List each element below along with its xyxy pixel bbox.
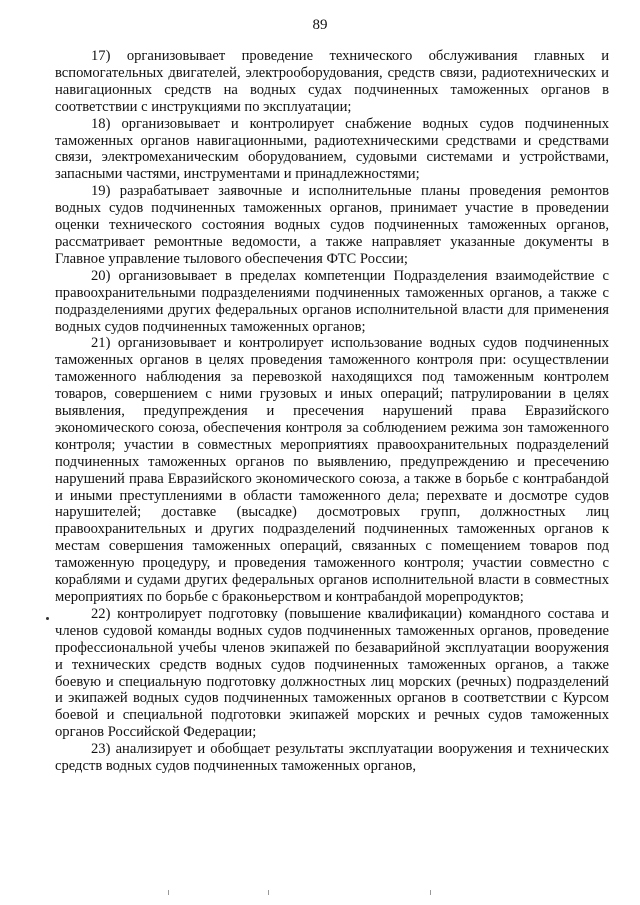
paragraph-23: 23) анализирует и обобщает результаты эксплуатации вооружения и технических средств водных судов подчиненных таможенных органов, [55, 741, 609, 775]
document-body [55, 48, 609, 775]
scan-tick-mark [430, 890, 431, 895]
page-number: 89 [312, 17, 328, 33]
paragraph-21: 21) организовывает и контролирует использование водных судов подчиненных таможенных органов в целях проведения таможенного контроля при: осуществлении таможенного наблюдения за перевозкой находящихся под таможенным контролем товаров, совершением с ними грузовых и иных операций; патрулировании в целях выявления, предупреждения и пресечения нарушений права Евразийского экономического союза, обеспечения контроля за соблюдением режима зон таможенного контроля; участии в совместных мероприятиях правоохранительных подразделений подчиненных таможенных органов по выявлению, предупреждению и пресечению нарушений права Евразийского экономического союза, а также в борьбе с контрабандой и иными преступлениями в области таможенного дела; перехвате и досмотре судов нарушителей; доставке (высадке) досмотровых групп, должностных лиц правоохранительных и других подразделений подчиненных таможенных органов к местам совершения таможенных операций, связанных с помещением товаров под таможенную процедуру, и проведения таможенного контроля; участии совместно с кораблями и судами других федеральных органов исполнительной власти в совместных мероприятиях по борьбе с браконьерством и контрабандой морепродуктов; [55, 335, 609, 605]
paragraph-19: 19) разрабатывает заявочные и исполнительные планы проведения ремонтов водных судов подчиненных таможенных органов, принимает участие в проведении оценки технического состояния водных судов подчиненных таможенных органов, рассматривает ремонтные ведомости, а также направляет указанные документы в Главное управление тылового обеспечения ФТС России; [55, 183, 609, 267]
paragraph-20: 20) организовывает в пределах компетенции Подразделения взаимодействие с правоохранительными подразделениями подчиненных таможенных органов, а также с подразделениями других федеральных органов исполнительной власти для применения водных судов подчиненных таможенных органов; [55, 267, 609, 335]
scan-tick-mark [168, 890, 169, 895]
paragraph-17: 17) организовывает проведение технического обслуживания главных и вспомогательных двигателей, электрооборудования, средств связи, радиотехнических и навигационных средств на водных судах подчиненных таможенных органов в соответствии с инструкциями по эксплуатации; [55, 48, 609, 115]
paragraph-18: 18) организовывает и контролирует снабжение водных судов подчиненных таможенных органов навигационными, радиотехническими средствами и средствами связи, электромеханическим оборудованием, судовыми системами и устройствами, запасными частями, инструментами и принадлежностями; [55, 115, 609, 183]
paragraph-22: 22) контролирует подготовку (повышение квалификации) командного состава и членов судовой команды водных судов подчиненных таможенных органов, проведение профессиональной учебы членов экипажей по безаварийной эксплуатации вооружения и технических средств водных судов подчиненных таможенных органов, а также боевую и специальную подготовку должностных лиц морских (речных) подразделений и экипажей водных судов подчиненных таможенных органов в соответствии с Курсом боевой и специальной подготовки экипажей морских и речных судов таможенных органов Российской Федерации; [55, 605, 609, 741]
scan-speck [46, 617, 49, 620]
scan-tick-mark [268, 890, 269, 895]
